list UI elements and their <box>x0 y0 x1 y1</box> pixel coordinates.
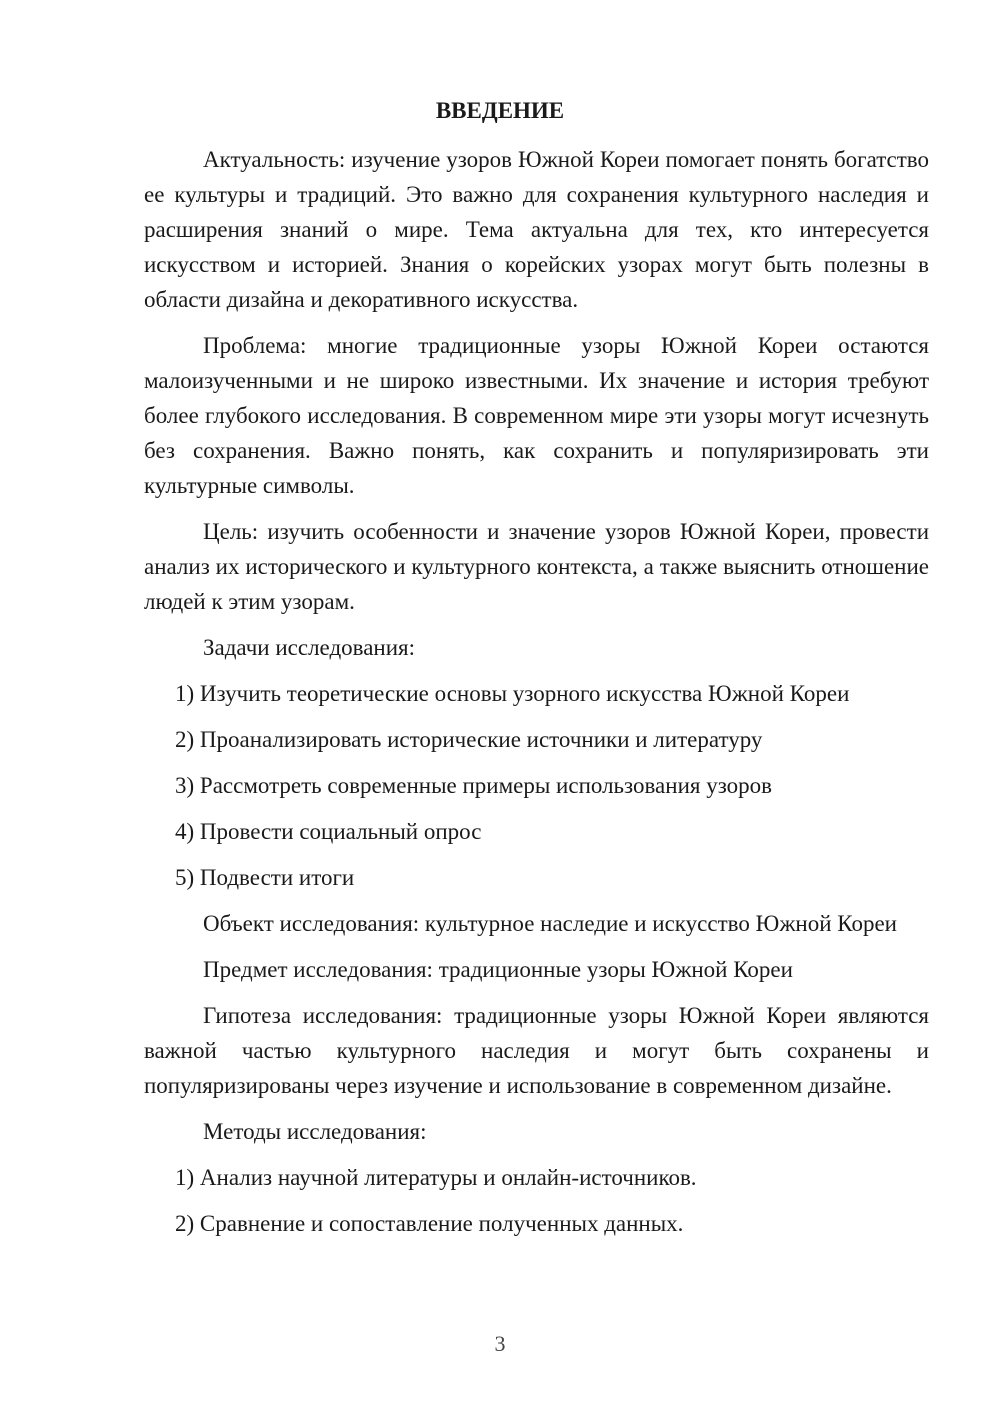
relevance-paragraph: Актуальность: изучение узоров Южной Кореи помогает понять богатство ее культуры и традиций. Это важно для сохранения культурного наследия и расширения знаний о мире. Тема актуальна для тех, кто интересуется искусством и историей. Знания о корейских узорах могут быть полезны в области дизайна и декоративного искусства. <box>144 147 929 312</box>
body-text <box>144 142 929 1252</box>
page-number: 3 <box>494 1331 506 1356</box>
method-item: 1) Анализ научной литературы и онлайн-источников. <box>175 1165 697 1190</box>
problem-paragraph: Проблема: многие традиционные узоры Южной Кореи остаются малоизученными и не широко известными. Их значение и история требуют более глубокого исследования. В современном мире эти узоры могут исчезнуть без сохранения. Важно понять, как сохранить и популяризировать эти культурные символы. <box>144 333 929 498</box>
task-item: 1) Изучить теоретические основы узорного искусства Южной Кореи <box>175 681 850 706</box>
task-item: 3) Рассмотреть современные примеры использования узоров <box>175 773 773 798</box>
object-paragraph: Объект исследования: культурное наследие и искусство Южной Кореи <box>203 911 897 936</box>
tasks-heading: Задачи исследования: <box>203 635 416 660</box>
hypothesis-paragraph: Гипотеза исследования: традиционные узоры Южной Кореи являются важной частью культурного наследия и могут быть сохранены и популяризированы через изучение и использование в современном дизайне. <box>144 1003 929 1098</box>
task-item: 4) Провести социальный опрос <box>175 819 482 844</box>
methods-heading: Методы исследования: <box>203 1119 427 1144</box>
page-title: ВВЕДЕНИЕ <box>435 98 565 123</box>
method-item: 2) Сравнение и сопоставление полученных данных. <box>175 1211 684 1236</box>
goal-paragraph: Цель: изучить особенности и значение узоров Южной Кореи, провести анализ их исторического и культурного контекста, а также выяснить отношение людей к этим узорам. <box>144 519 929 614</box>
task-item: 5) Подвести итоги <box>175 865 355 890</box>
subject-paragraph: Предмет исследования: традиционные узоры Южной Кореи <box>203 957 793 982</box>
task-item: 2) Проанализировать исторические источники и литературу <box>175 727 763 752</box>
